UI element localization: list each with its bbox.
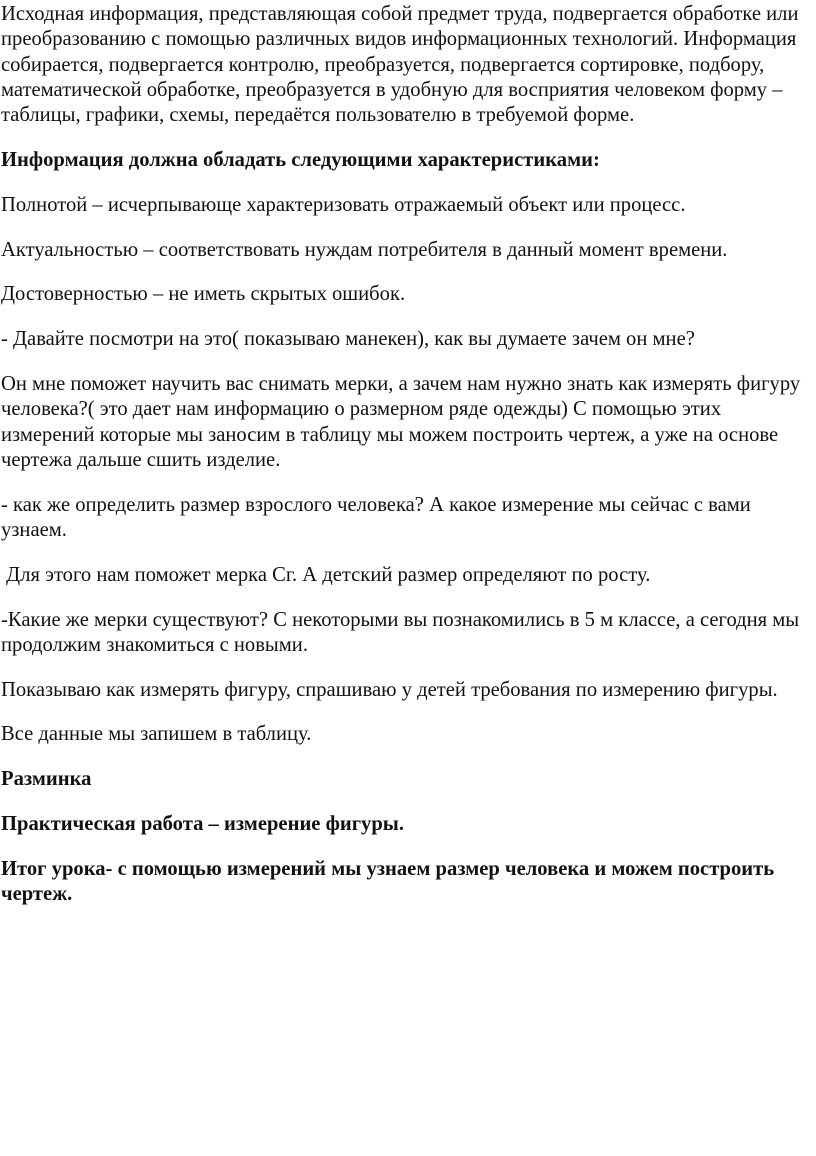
- paragraph-reliability: Достоверностью – не иметь скрытых ошибок.: [1, 283, 406, 306]
- paragraph-record-table: Все данные мы запишем в таблицу.: [1, 723, 312, 746]
- paragraph-relevance: Актуальностью – соответствовать нуждам потребителя в данный момент времени.: [1, 238, 728, 261]
- paragraph-mannequin-question: - Давайте посмотри на это( показываю манекен), как вы думаете зачем он мне?: [1, 328, 695, 351]
- heading-lesson-summary: Итог урока- с помощью измерений мы узнаем размер человека и можем построить чертеж.: [1, 857, 775, 906]
- paragraph-intro: Исходная информация, представляющая собой предмет труда, подвергается обработке или преобразованию с помощью различных видов информационных технологий. Информация собирается, подвергается контролю, преобразуется, подвергается сортировке, подбору, математической обработке, преобразуется в удобную для восприятия человеком форму – таблицы, графики, схемы, передаётся пользователю в требуемой форме.: [1, 3, 799, 127]
- heading-practical-work: Практическая работа – измерение фигуры.: [1, 813, 405, 836]
- paragraph-measurements-purpose: Он мне поможет научить вас снимать мерки, а зачем нам нужно знать как измерять фигуру человека?( это дает нам информацию о размерном ряде одежды) С помощью этих измерений которые мы заносим в таблицу мы можем построить чертеж, а уже на основе чертежа дальше сшить изделие.: [1, 372, 801, 471]
- paragraph-adult-size-question: - как же определить размер взрослого человека? А какое измерение мы сейчас с вами узнаем.: [1, 493, 751, 541]
- heading-characteristics: Информация должна обладать следующими характеристиками:: [1, 148, 600, 171]
- heading-warmup: Разминка: [1, 768, 92, 791]
- paragraph-measures-question: -Какие же мерки существуют? С некоторыми вы познакомились в 5 м классе, а сегодня мы продолжим знакомиться с новыми.: [1, 608, 800, 656]
- paragraph-chest-measure: Для этого нам поможет мерка Сг. А детский размер определяют по росту.: [1, 563, 651, 586]
- paragraph-show-measuring: Показываю как измерять фигуру, спрашиваю у детей требования по измерению фигуры.: [1, 678, 778, 701]
- paragraph-completeness: Полнотой – исчерпывающе характеризовать отражаемый объект или процесс.: [1, 193, 686, 216]
